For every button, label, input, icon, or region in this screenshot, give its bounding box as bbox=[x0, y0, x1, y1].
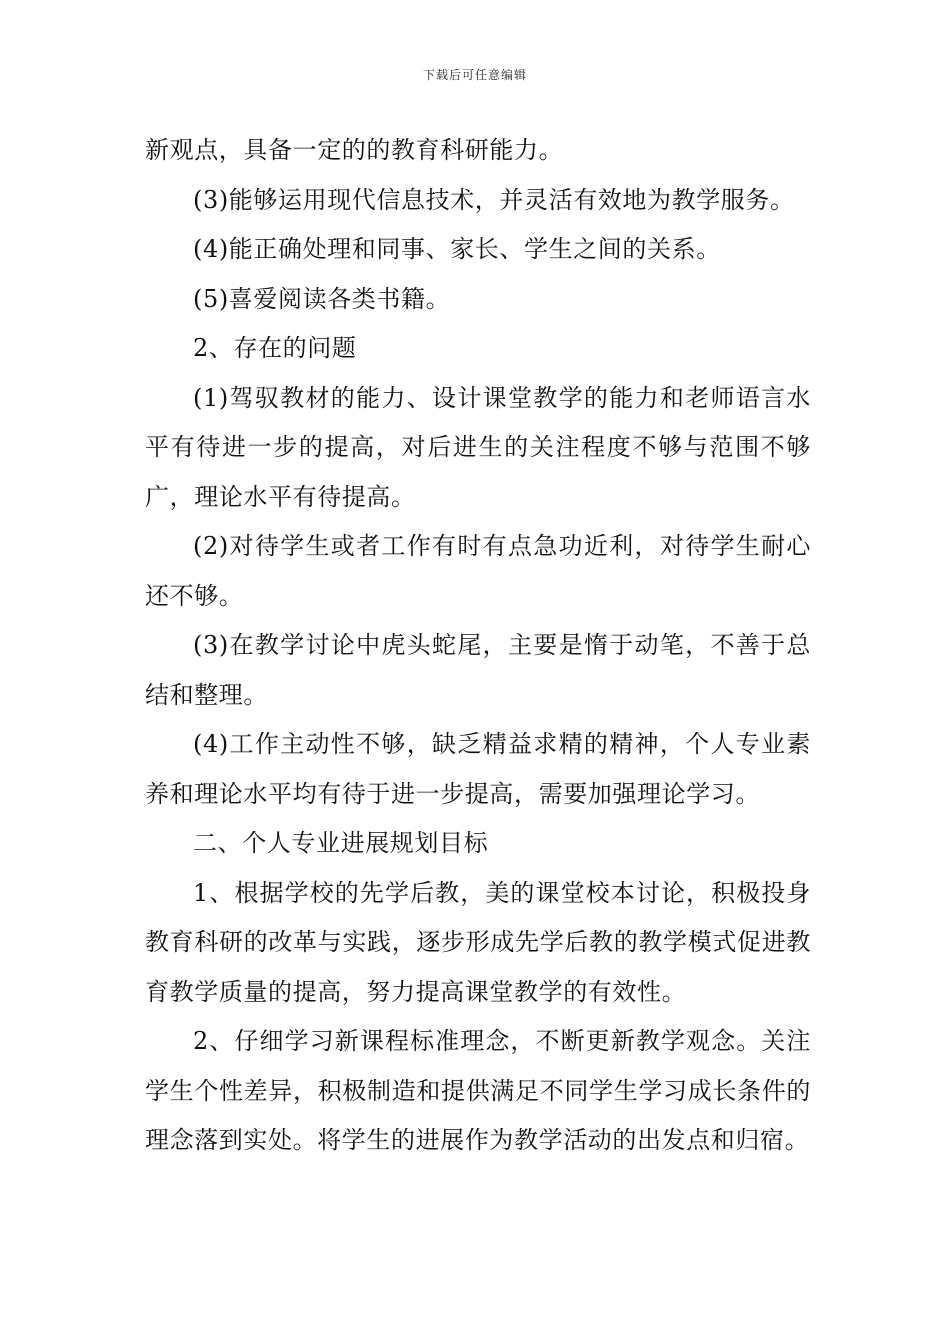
paragraph-problem-3: (3)在教学讨论中虎头蛇尾，主要是惰于动笔，不善于总结和整理。 bbox=[145, 631, 811, 709]
paragraph-strength-4: (4)能正确处理和同事、家长、学生之间的关系。 bbox=[193, 235, 721, 263]
paragraph-problem-4: (4)工作主动性不够，缺乏精益求精的精神，个人专业素养和理论水平均有待于进一步提高，需要加强理论学习。 bbox=[145, 730, 811, 808]
paragraph-goal-2: 2、仔细学习新课程标准理念，不断更新教学观念。关注学生个性差异，积极制造和提供满足不同学生学习成长条件的理念落到实处。将学生的进展作为教学活动的出发点和归宿。 bbox=[145, 1027, 811, 1154]
paragraph-problem-1: (1)驾驭教材的能力、设计课堂教学的能力和老师语言水平有待进一步的提高，对后进生的关注程度不够与范围不够广，理论水平有待提高。 bbox=[145, 383, 811, 511]
document-body bbox=[145, 126, 811, 1166]
paragraph-intro-continuation: 新观点，具备一定的的教育科研能力。 bbox=[145, 136, 564, 164]
paragraph-goal-1: 1、根据学校的先学后教，美的课堂校本讨论，积极投身教育科研的改革与实践，逐步形成先学后教的教学模式促进教育教学质量的提高，努力提高课堂教学的有效性。 bbox=[145, 878, 811, 1006]
paragraph-strength-3: (3)能够运用现代信息技术，并灵活有效地为教学服务。 bbox=[193, 185, 795, 214]
page-header: 下载后可任意编辑 bbox=[422, 68, 527, 82]
paragraph-strength-5: (5)喜爱阅读各类书籍。 bbox=[193, 284, 451, 313]
paragraph-problem-2: (2)对待学生或者工作有时有点急功近利，对待学生耐心还不够。 bbox=[145, 532, 811, 610]
section-heading-goals: 二、个人专业进展规划目标 bbox=[193, 829, 489, 857]
section-heading-problems: 2、存在的问题 bbox=[193, 334, 357, 362]
